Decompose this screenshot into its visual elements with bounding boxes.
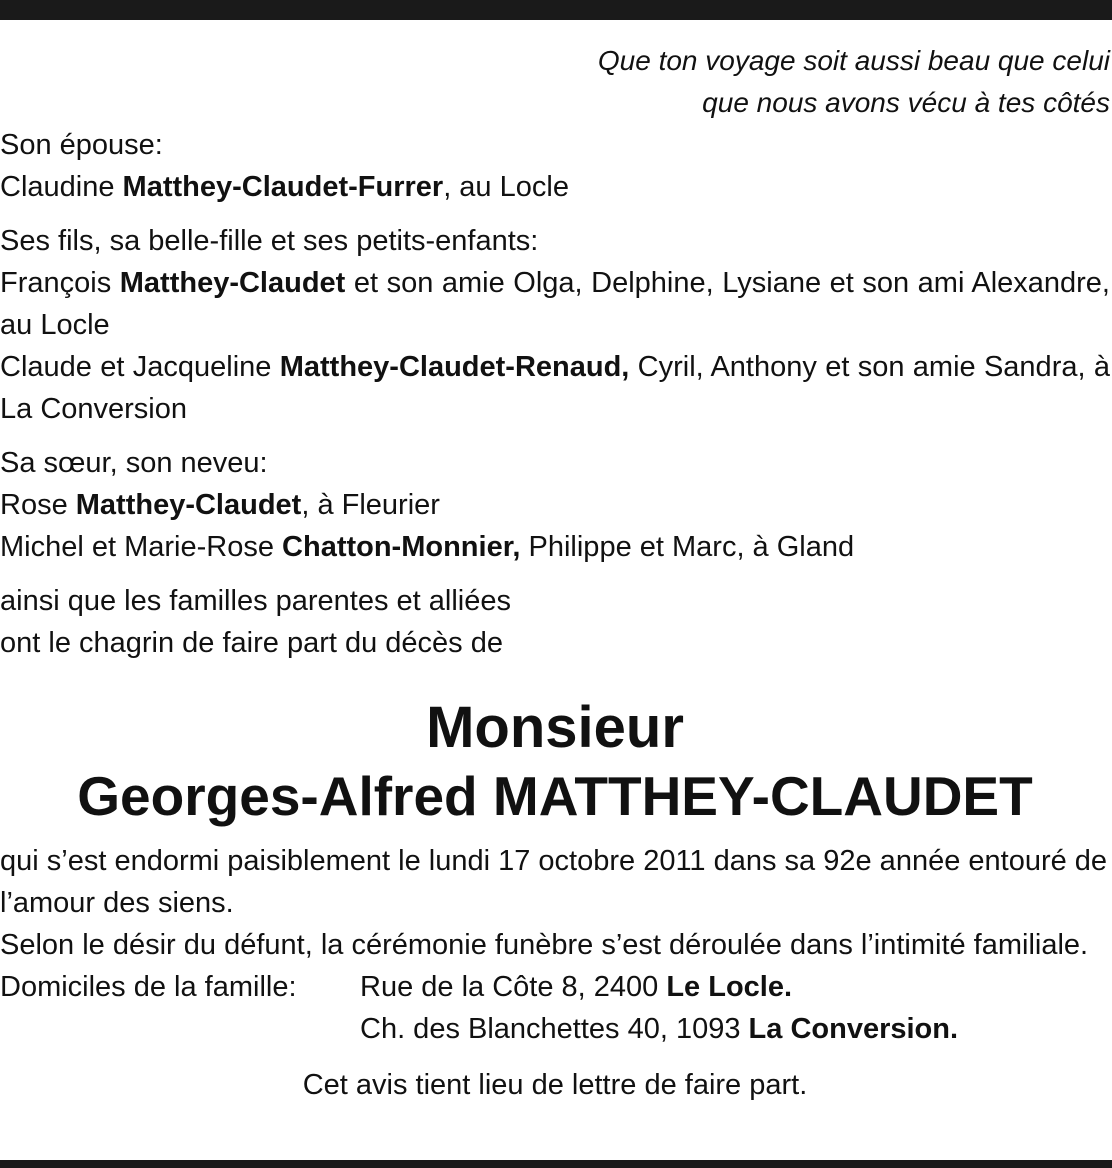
passing-text: qui s’est endormi paisiblement le lundi 17 octobre 2011 dans sa 92e année entouré de l’amour des siens. <box>0 845 1108 919</box>
announcement-line-2: ont le chagrin de faire part du décès de <box>0 627 503 659</box>
son-2-first-names: Claude et Jacqueline <box>0 351 280 383</box>
quote-line-1: Que ton voyage soit aussi beau que celui <box>597 45 1110 76</box>
sister-entry-1 <box>0 484 1110 526</box>
sons-section <box>0 220 1110 430</box>
son-2-details: Cyril, Anthony et son amie Sandra, à La Conversion <box>0 351 1110 425</box>
deceased-name-block <box>0 694 1110 830</box>
address-2-city: La Conversion. <box>748 1013 959 1045</box>
bottom-border-rule <box>0 1160 1112 1168</box>
details-section <box>0 840 1110 966</box>
son-1-first-name: François <box>0 267 120 299</box>
quote-line-2: que nous avons vécu à tes côtés <box>702 87 1110 118</box>
nephew-entry <box>0 526 1110 568</box>
addresses-label: Domiciles de la famille: <box>0 971 297 1003</box>
nephew-details: Philippe et Marc, à Gland <box>520 531 855 563</box>
deceased-title: Monsieur <box>426 695 684 760</box>
family-addresses <box>0 966 1110 1050</box>
sister-first-name: Rose <box>0 489 76 521</box>
spouse-location: , au Locle <box>443 171 569 203</box>
top-border-rule <box>0 0 1112 20</box>
son-entry-2 <box>0 346 1110 430</box>
closing-note: Cet avis tient lieu de lettre de faire part. <box>302 1069 808 1101</box>
spouse-first-name: Claudine <box>0 171 123 203</box>
ceremony-text: Selon le désir du défunt, la cérémonie funèbre s’est déroulée dans l’intimité familiale. <box>0 929 1089 961</box>
spouse-entry <box>0 166 1110 208</box>
address-row-1 <box>0 966 1110 1008</box>
address-2-street: Ch. des Blanchettes 40, 1093 <box>360 1013 749 1045</box>
announcement-line-1: ainsi que les familles parentes et alliées <box>0 585 511 617</box>
spouse-surname: Matthey-Claudet-Furrer <box>122 171 444 203</box>
son-entry-1 <box>0 262 1110 346</box>
sister-heading: Sa sœur, son neveu: <box>0 447 268 479</box>
sister-section <box>0 442 1110 568</box>
son-1-surname: Matthey-Claudet <box>119 267 346 299</box>
deceased-name: Georges-Alfred MATTHEY-CLAUDET <box>77 765 1033 827</box>
nephew-surname: Chatton-Monnier, <box>282 531 521 563</box>
sister-surname: Matthey-Claudet <box>75 489 302 521</box>
nephew-first-names: Michel et Marie-Rose <box>0 531 283 563</box>
obituary-notice <box>0 40 1110 1106</box>
announcement <box>0 580 1110 664</box>
address-row-2 <box>0 1008 1110 1050</box>
sons-heading: Ses fils, sa belle-fille et ses petits-enfants: <box>0 225 539 257</box>
spouse-heading: Son épouse: <box>0 129 163 161</box>
address-1 <box>360 966 792 1008</box>
sister-location: , à Fleurier <box>301 489 440 521</box>
son-2-surname: Matthey-Claudet-Renaud, <box>279 351 630 383</box>
spouse-section <box>0 124 1110 208</box>
address-1-street: Rue de la Côte 8, 2400 <box>360 971 667 1003</box>
address-1-city: Le Locle. <box>666 971 793 1003</box>
epigraph-quote <box>0 40 1110 124</box>
son-1-details: et son amie Olga, Delphine, Lysiane et son ami Alexandre, au Locle <box>0 267 1110 341</box>
